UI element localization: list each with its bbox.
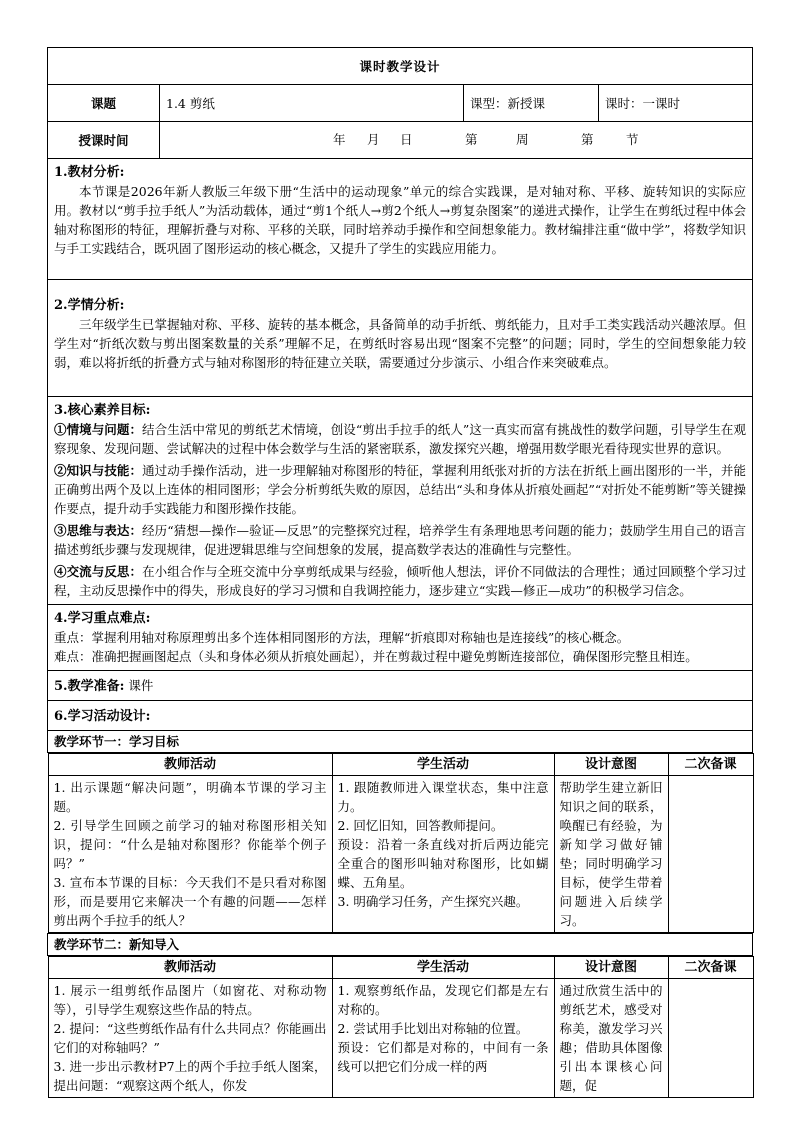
goal-item [54,420,746,458]
date-year: 年 [333,132,346,147]
stage-title: 教学环节二：新知导入 [48,934,753,956]
date-session-prefix: 第 [581,132,594,147]
design-intent: 通过欣赏生活中的剪纸艺术，感受对称美，激发学习兴趣；借助具体图像引出本课核心问题，促 [554,979,668,1098]
goal-text: 结合生活中常见的剪纸艺术情境，创设“剪出手拉手的纸人”这一真实而富有挑战性的数学问题，引导学生在观察现象、发现问题、尝试解决的过程中体会数学与生活的紧密联系，激发探究兴趣，增强用数学眼光看待现实世界的意识。 [54,422,746,456]
preparation-value: 课件 [128,677,154,693]
col-student: 学生活动 [332,957,554,979]
activity-line: 3. 进一步出示教材P7上的两个手拉手纸人图案，提出问题：“观察这两个纸人，你发 [53,1059,327,1093]
section-heading: 5.教学准备: [54,678,125,694]
col-student: 学生活动 [332,754,554,776]
stage1-table [48,753,754,933]
topic-value: 1.4 剪纸 [160,85,464,122]
student-activity [332,979,554,1098]
col-teacher: 教师活动 [48,754,332,776]
topic-label: 课题 [48,85,160,122]
activity-line: 1. 出示课题“解决问题”，明确本节课的学习主题。 [53,780,327,814]
activity-line: 2. 引导学生回顾之前学习的轴对称图形相关知识，提问：“什么是轴对称图形？你能举个例子吗？” [53,818,327,871]
teacher-activity [48,979,332,1098]
teacher-activity [48,776,332,933]
goal-key: ③思维与表达： [54,523,143,538]
goal-item [54,562,746,600]
second-prep [668,776,753,933]
stage2-table [48,956,754,1098]
goal-text: 在小组合作与全班交流中分享剪纸成果与经验，倾听他人想法，评价不同做法的合理性；通过回顾整个学习过程，主动反思操作中的得失，形成良好的学习习惯和自我调控能力，逐步建立“实践—修正—成功”的积极学习信念。 [54,564,746,598]
activity-line: 预设：沿着一条直线对折后两边能完全重合的图形叫轴对称图形，比如蝴蝶、五角星。 [337,837,549,890]
key-point: 重点：掌握利用轴对称原理剪出多个连体相同图形的方法，理解“折痕即对称轴也是连接线”的核心概念。 [54,630,630,645]
section-preparation [48,671,753,701]
activity-line: 预设：它们都是对称的，中间有一条线可以把它们分成一样的两 [337,1040,549,1074]
activity-line: 2. 回忆旧知，回答教师提问。 [337,818,504,833]
section-heading: 4.学习重点难点: [54,611,151,626]
date-week-prefix: 第 [465,132,478,147]
col-intent: 设计意图 [554,957,668,979]
date-month: 月 [367,132,380,147]
section-student-analysis [48,280,753,397]
section-heading: 2.学情分析: [54,298,125,313]
date-session: 节 [626,132,639,147]
second-prep [668,979,753,1098]
section-textbook-analysis [48,159,753,280]
section-text: 三年级学生已掌握轴对称、平移、旋转的基本概念，具备简单的动手折纸、剪纸能力，且对手工类实践活动兴趣浓厚。但学生对“折纸次数与剪出图案数量的关系”理解不足，在剪纸时容易出现“图案不完整”的问题；同时，学生的空间想象能力较弱，难以将折纸的折叠方式与轴对称图形的特征建立关联，需要通过分步演示、小组合作来突破难点。 [54,317,747,370]
section-activity-design [48,701,753,731]
col-second: 二次备课 [668,754,753,776]
stage1-container [48,753,753,934]
date-day: 日 [400,132,413,147]
goal-text: 通过动手操作活动，进一步理解轴对称图形的特征，掌握利用纸张对折的方法在折纸上画出图形的一半，并能正确剪出两个及以上连体的相同图形；学会分析剪纸失败的原因，总结出“头和身体从折痕处画起”“对折处不能剪断”等关键操作要点，提升动手实践能力和图形操作技能。 [54,463,747,516]
design-intent: 帮助学生建立新旧知识之间的联系，唤醒已有经验，为新知学习做好铺垫；同时明确学习目标，使学生带着问题进入后续学习。 [554,776,668,933]
col-teacher: 教师活动 [48,957,332,979]
activity-line: 1. 展示一组剪纸作品图片（如窗花、对称动物等），引导学生观察这些作品的特点。 [53,983,327,1017]
goal-item [54,521,746,559]
stage2-container [48,956,753,1099]
section-heading: 1.教材分析: [54,165,125,180]
section-core-goals [48,397,753,605]
activity-line: 2. 尝试用手比划出对称轴的位置。 [337,1021,529,1036]
lesson-plan-sheet [47,47,752,1098]
lesson-period: 课时：一课时 [599,85,753,122]
activity-line: 3. 明确学习任务，产生探究兴趣。 [337,894,529,909]
date-week: 周 [516,132,529,147]
time-label: 授课时间 [48,122,160,159]
page-title: 课时教学设计 [48,48,753,85]
col-second: 二次备课 [668,957,753,979]
section-text: 本节课是2026年新人教版三年级下册“生活中的运动现象”单元的综合实践课，是对轴对称、平移、旋转知识的实际应用。教材以“剪手拉手纸人”为活动载体，通过“剪1个纸人→剪2个纸人→剪复杂图案”的递进式操作，让学生在剪纸过程中体会轴对称图形的特征，理解折叠与对称、平移的关联，同时培养动手操作和空间想象能力。教材编排注重“做中学”，将数学知识与手工实践结合，既巩固了图形运动的核心概念，又提升了学生的实践应用能力。 [54,184,747,256]
section-heading: 6.学习活动设计: [54,708,151,724]
goal-key: ①情境与问题： [54,422,143,437]
activity-line: 2. 提问：“这些剪纸作品有什么共同点？你能画出它们的对称轴吗？” [53,1021,327,1055]
lesson-type: 课型：新授课 [464,85,599,122]
difficulty: 难点：准确把握画图起点（头和身体必须从折痕处画起），并在剪裁过程中避免剪断连接部位，确保图形完整且相连。 [54,649,698,664]
activity-line: 1. 观察剪纸作品，发现它们都是左右对称的。 [337,983,549,1017]
section-key-difficulty [48,605,753,671]
goal-key: ④交流与反思： [54,564,143,579]
section-heading: 3.核心素养目标: [54,403,151,418]
goal-text: 经历“猜想—操作—验证—反思”的完整探究过程，培养学生有条理地思考问题的能力；鼓励学生用自己的语言描述剪纸步骤与发现规律，促进逻辑思维与空间想象的发展，提高数学表达的准确性与完整性。 [54,523,746,557]
stage-title: 教学环节一：学习目标 [48,731,753,753]
col-intent: 设计意图 [554,754,668,776]
activity-line: 1. 跟随教师进入课堂状态，集中注意力。 [337,780,549,814]
goal-item [54,461,746,518]
goal-key: ②知识与技能： [54,463,143,478]
lesson-plan-table [47,47,753,1098]
activity-line: 3. 宣布本节课的目标：今天我们不是只看对称图形，而是要用它来解决一个有趣的问题——怎样剪出两个手拉手的纸人？ [53,875,327,928]
time-value [160,122,753,159]
student-activity [332,776,554,933]
